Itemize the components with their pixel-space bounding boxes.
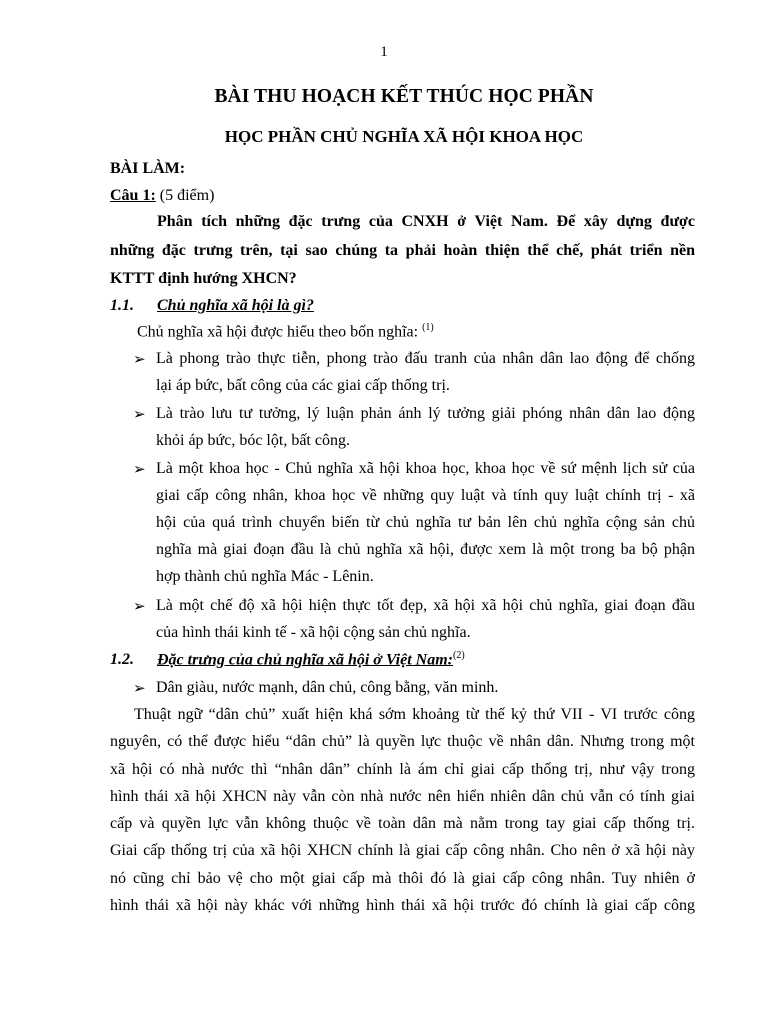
paragraph-line: Thuật ngữ “dân chủ” xuất hiện khá sớm khoảng từ thế kỷ thứ VII - VI trước công bbox=[134, 706, 695, 723]
section-1-intro bbox=[137, 322, 434, 341]
page-number: 1 bbox=[380, 44, 388, 60]
bullet-text-line: Là trào lưu tư tưởng, lý luận phản ánh lý tưởng giải phóng nhân dân lao động bbox=[156, 405, 695, 422]
bullet-arrow-icon: ➢ bbox=[133, 462, 146, 478]
paragraph-line: hình thái xã hội này khác với những hình thái xã hội trước đó chính là giai cấp công bbox=[110, 897, 695, 914]
paragraph-line: cấp và quyền lực vẫn không thuộc về toàn dân mà nằm trong tay giai cấp thống trị. bbox=[110, 815, 695, 832]
question-points: (5 điểm) bbox=[155, 187, 215, 204]
intro-text: Chủ nghĩa xã hội được hiểu theo bốn nghĩa: bbox=[137, 323, 423, 341]
bullet-arrow-icon: ➢ bbox=[133, 352, 146, 368]
bullet-text-line: lại áp bức, bất công của các giai cấp thống trị. bbox=[156, 377, 450, 394]
question-prompt-line: KTTT định hướng XHCN? bbox=[110, 270, 297, 287]
question-prompt-line: Phân tích những đặc trưng của CNXH ở Việt Nam. Để xây dựng được bbox=[157, 213, 695, 230]
document-subtitle: HỌC PHẦN CHỦ NGHĨA XÃ HỘI KHOA HỌC bbox=[224, 127, 584, 146]
paragraph-line: xã hội có nhà nước thì “nhân dân” chính là ám chỉ giai cấp thống trị, như vậy trong bbox=[110, 761, 695, 778]
bullet-text-line: nghĩa mà giai đoạn đầu là chủ nghĩa xã hội, được xem là một trong ba bộ phận bbox=[156, 541, 695, 558]
question-header bbox=[110, 187, 214, 205]
section-number: 1.1. bbox=[110, 297, 134, 314]
paragraph-line: hình thái xã hội XHCN này vẫn còn nhà nước nên hiển nhiên dân chủ vẫn có tính giai bbox=[110, 788, 695, 805]
bullet-text-line: Là một chế độ xã hội hiện thực tốt đẹp, xã hội xã hội chủ nghĩa, giai đoạn đầu bbox=[156, 597, 695, 614]
paragraph-line: nó cũng chỉ bảo vệ cho một giai cấp mà thôi đó là giai cấp công nhân. Tuy nhiên ở bbox=[110, 870, 695, 887]
footnote-ref: (1) bbox=[422, 322, 434, 333]
bullet-text-line: hợp thành chủ nghĩa Mác - Lênin. bbox=[156, 568, 374, 585]
section-title: Chủ nghĩa xã hội là gì? bbox=[157, 297, 314, 314]
bullet-text-line: hội của quá trình chuyển biến từ chủ nghĩa tư bản lên chủ nghĩa cộng sản chủ bbox=[156, 514, 695, 531]
section-title: Đặc trưng của chủ nghĩa xã hội ở Việt Nam: bbox=[157, 651, 453, 669]
bullet-text-line: giai cấp công nhân, khoa học về những quy luật và tính quy luật chính trị - xã bbox=[156, 487, 695, 504]
paragraph-line: Giai cấp thống trị của xã hội XHCN chính là giai cấp công nhân. Cho nên ở xã hội này bbox=[110, 842, 695, 859]
bullet-arrow-icon: ➢ bbox=[133, 599, 146, 615]
bullet-text-line: Là một khoa học - Chủ nghĩa xã hội khoa học, khoa học về sứ mệnh lịch sử của bbox=[156, 460, 695, 477]
bullet-text-line: Dân giàu, nước mạnh, dân chủ, công bằng, văn minh. bbox=[156, 679, 499, 696]
bullet-arrow-icon: ➢ bbox=[133, 407, 146, 423]
footnote-ref: (2) bbox=[453, 650, 465, 661]
bai-lam-label: BÀI LÀM: bbox=[110, 160, 186, 177]
bullet-text-line: khỏi áp bức, bóc lột, bất công. bbox=[156, 432, 350, 449]
document-title: BÀI THU HOẠCH KẾT THÚC HỌC PHẦN bbox=[214, 86, 594, 107]
section-1-heading bbox=[110, 297, 314, 315]
question-prompt-line: những đặc trưng trên, tại sao chúng ta phải hoàn thiện thể chế, phát triển nền bbox=[110, 242, 695, 259]
paragraph-line: nguyên, có thể được hiểu “dân chủ” là quyền lực thuộc về nhân dân. Nhưng trong một bbox=[110, 733, 695, 750]
section-number: 1.2. bbox=[110, 651, 134, 669]
bullet-arrow-icon: ➢ bbox=[133, 681, 146, 697]
question-label: Câu 1: bbox=[110, 187, 156, 204]
bullet-text-line: Là phong trào thực tiễn, phong trào đấu tranh của nhân dân lao động để chống bbox=[156, 350, 695, 367]
bullet-text-line: của hình thái kinh tế - xã hội cộng sản chủ nghĩa. bbox=[156, 624, 471, 641]
section-2-heading bbox=[110, 650, 465, 669]
